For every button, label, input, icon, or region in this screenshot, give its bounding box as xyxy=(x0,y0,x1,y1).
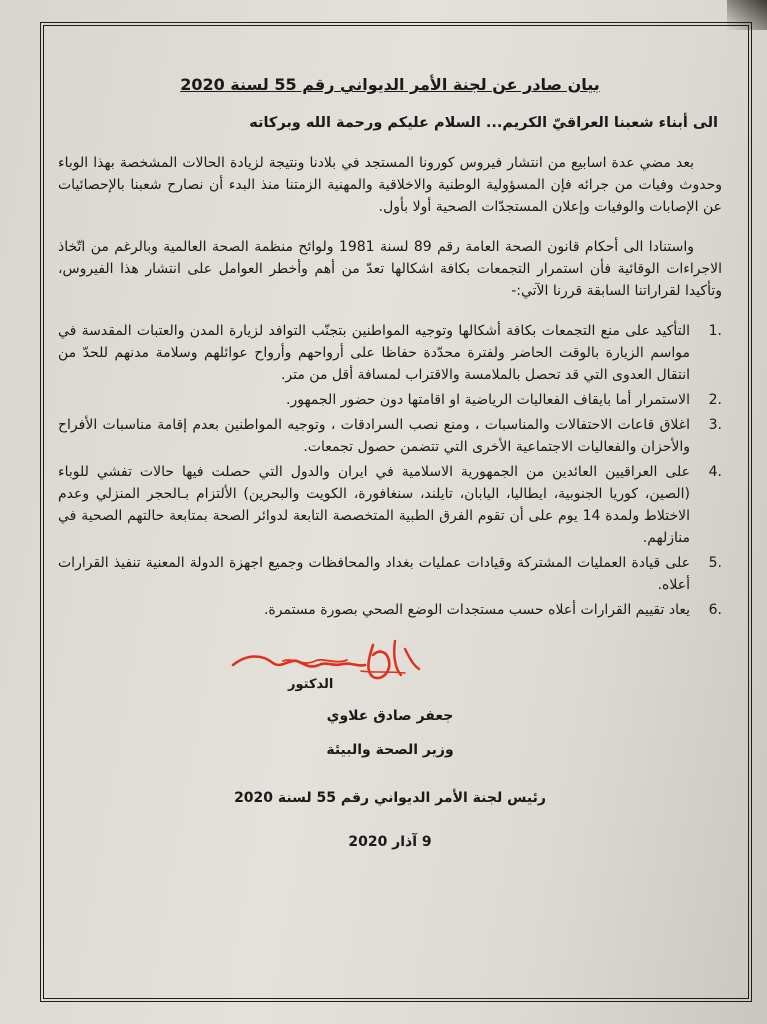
list-item xyxy=(58,552,722,596)
document-title: بيان صادر عن لجنة الأمر الديواني رقم 55 لسنة 2020 xyxy=(180,75,600,94)
signatory-name: جعفر صادق علاوي xyxy=(326,708,454,724)
list-item xyxy=(58,414,722,458)
list-item xyxy=(58,320,722,386)
paragraph-intro: بعد مضي عدة اسابيع من انتشار فيروس كورونا المستجد في بلادنا ونتيجة لزيادة الحالات المشخصة بهذا الوباء وحدوث وفيات من جرائه فإن المسؤولية الوطنية والاخلاقية والمهنية الزمتنا منذ البدء أن نصارح شعبنا بالإحصائيات عن الإصابات والوفيات وإعلان المستجدّات الصحية أولا بأول. xyxy=(58,155,722,215)
item-number: .6 xyxy=(708,602,722,618)
committee-chair-title: رئيس لجنة الأمر الديواني رقم 55 لسنة 2020 xyxy=(234,790,546,806)
item-number: .2 xyxy=(708,392,722,408)
item-text: على العراقيين العائدين من الجمهورية الاسلامية في ايران والدول التي حصلت فيها حالات تفشي للوباء (الصين، كوريا الجنوبية، ايطاليا، اليابان، تايلند، سنغافورة، الكويت والبحرين) الألتزام بـالحجر المنزلي وعدم الاختلاط ولمدة 14 يوم على أن تقوم الفرق الطبية المتخصصة التابعة لدوائر الصحة بمتابعة حالتهم الصحية في منازلهم. xyxy=(58,464,690,546)
doctor-title: الدكتور xyxy=(288,677,334,692)
decisions-list xyxy=(58,320,722,621)
signature-area xyxy=(58,631,722,701)
item-text: اغلاق قاعات الاحتفالات والمناسبات ، ومنع نصب السرادقات ، وتوجيه المواطنين بعدم إقامة مناسبات الأفراح والأحزان والفعاليات الاجتماعية الأخرى التي تتضمن حصول تجمعات. xyxy=(58,417,690,455)
item-number: .5 xyxy=(708,555,722,571)
item-number: .1 xyxy=(708,323,722,339)
item-text: على قيادة العمليات المشتركة وقيادات عمليات بغداد والمحافظات وجميع اجهزة الدولة المعنية تنفيذ القرارات أعلاه. xyxy=(58,555,690,593)
list-item xyxy=(58,461,722,549)
item-number: .4 xyxy=(708,464,722,480)
list-item xyxy=(58,389,722,411)
list-item xyxy=(58,599,722,621)
signatory-position: وزير الصحة والبيئة xyxy=(326,742,454,758)
item-number: .3 xyxy=(708,417,722,433)
item-text: التأكيد على منع التجمعات بكافة أشكالها وتوجيه المواطنين بتجنّب التوافد لزيارة المدن والعتبات المقدسة في مواسم الزيارة بالوقت الحاضر ولفترة محدّدة حفاظا على أرواحهم وأرواح عوائلهم وسلامة مدنهم للحدّ من انتقال العدوى التي قد تحصل بالملامسة والاقتراب لمسافة أقل من متر. xyxy=(58,323,690,383)
document-date: 9 آذار 2020 xyxy=(348,834,432,850)
item-text: يعاد تقييم القرارات أعلاه حسب مستجدات الوضع الصحي بصورة مستمرة. xyxy=(263,602,690,618)
item-text: الاستمرار أما بايقاف الفعاليات الرياضية او اقامتها دون حضور الجمهور. xyxy=(286,392,690,408)
paragraph-legal-basis: واستنادا الى أحكام قانون الصحة العامة رقم 89 لسنة 1981 ولوائح منظمة الصحة العالمية وبالرغم من اتّخاذ الاجراءات الوقائية فأن استمرار التجمعات بكافة اشكالها تعدّ من أهم وأخطر العوامل على انتشار هذا الفيروس، وتأكيدا لقراراتنا السابقة قررنا الآتي:- xyxy=(58,239,722,299)
salutation: الى أبناء شعبنا العراقيّ الكريم... السلام عليكم ورحمة الله وبركاته xyxy=(249,115,718,131)
document-content xyxy=(58,74,722,853)
